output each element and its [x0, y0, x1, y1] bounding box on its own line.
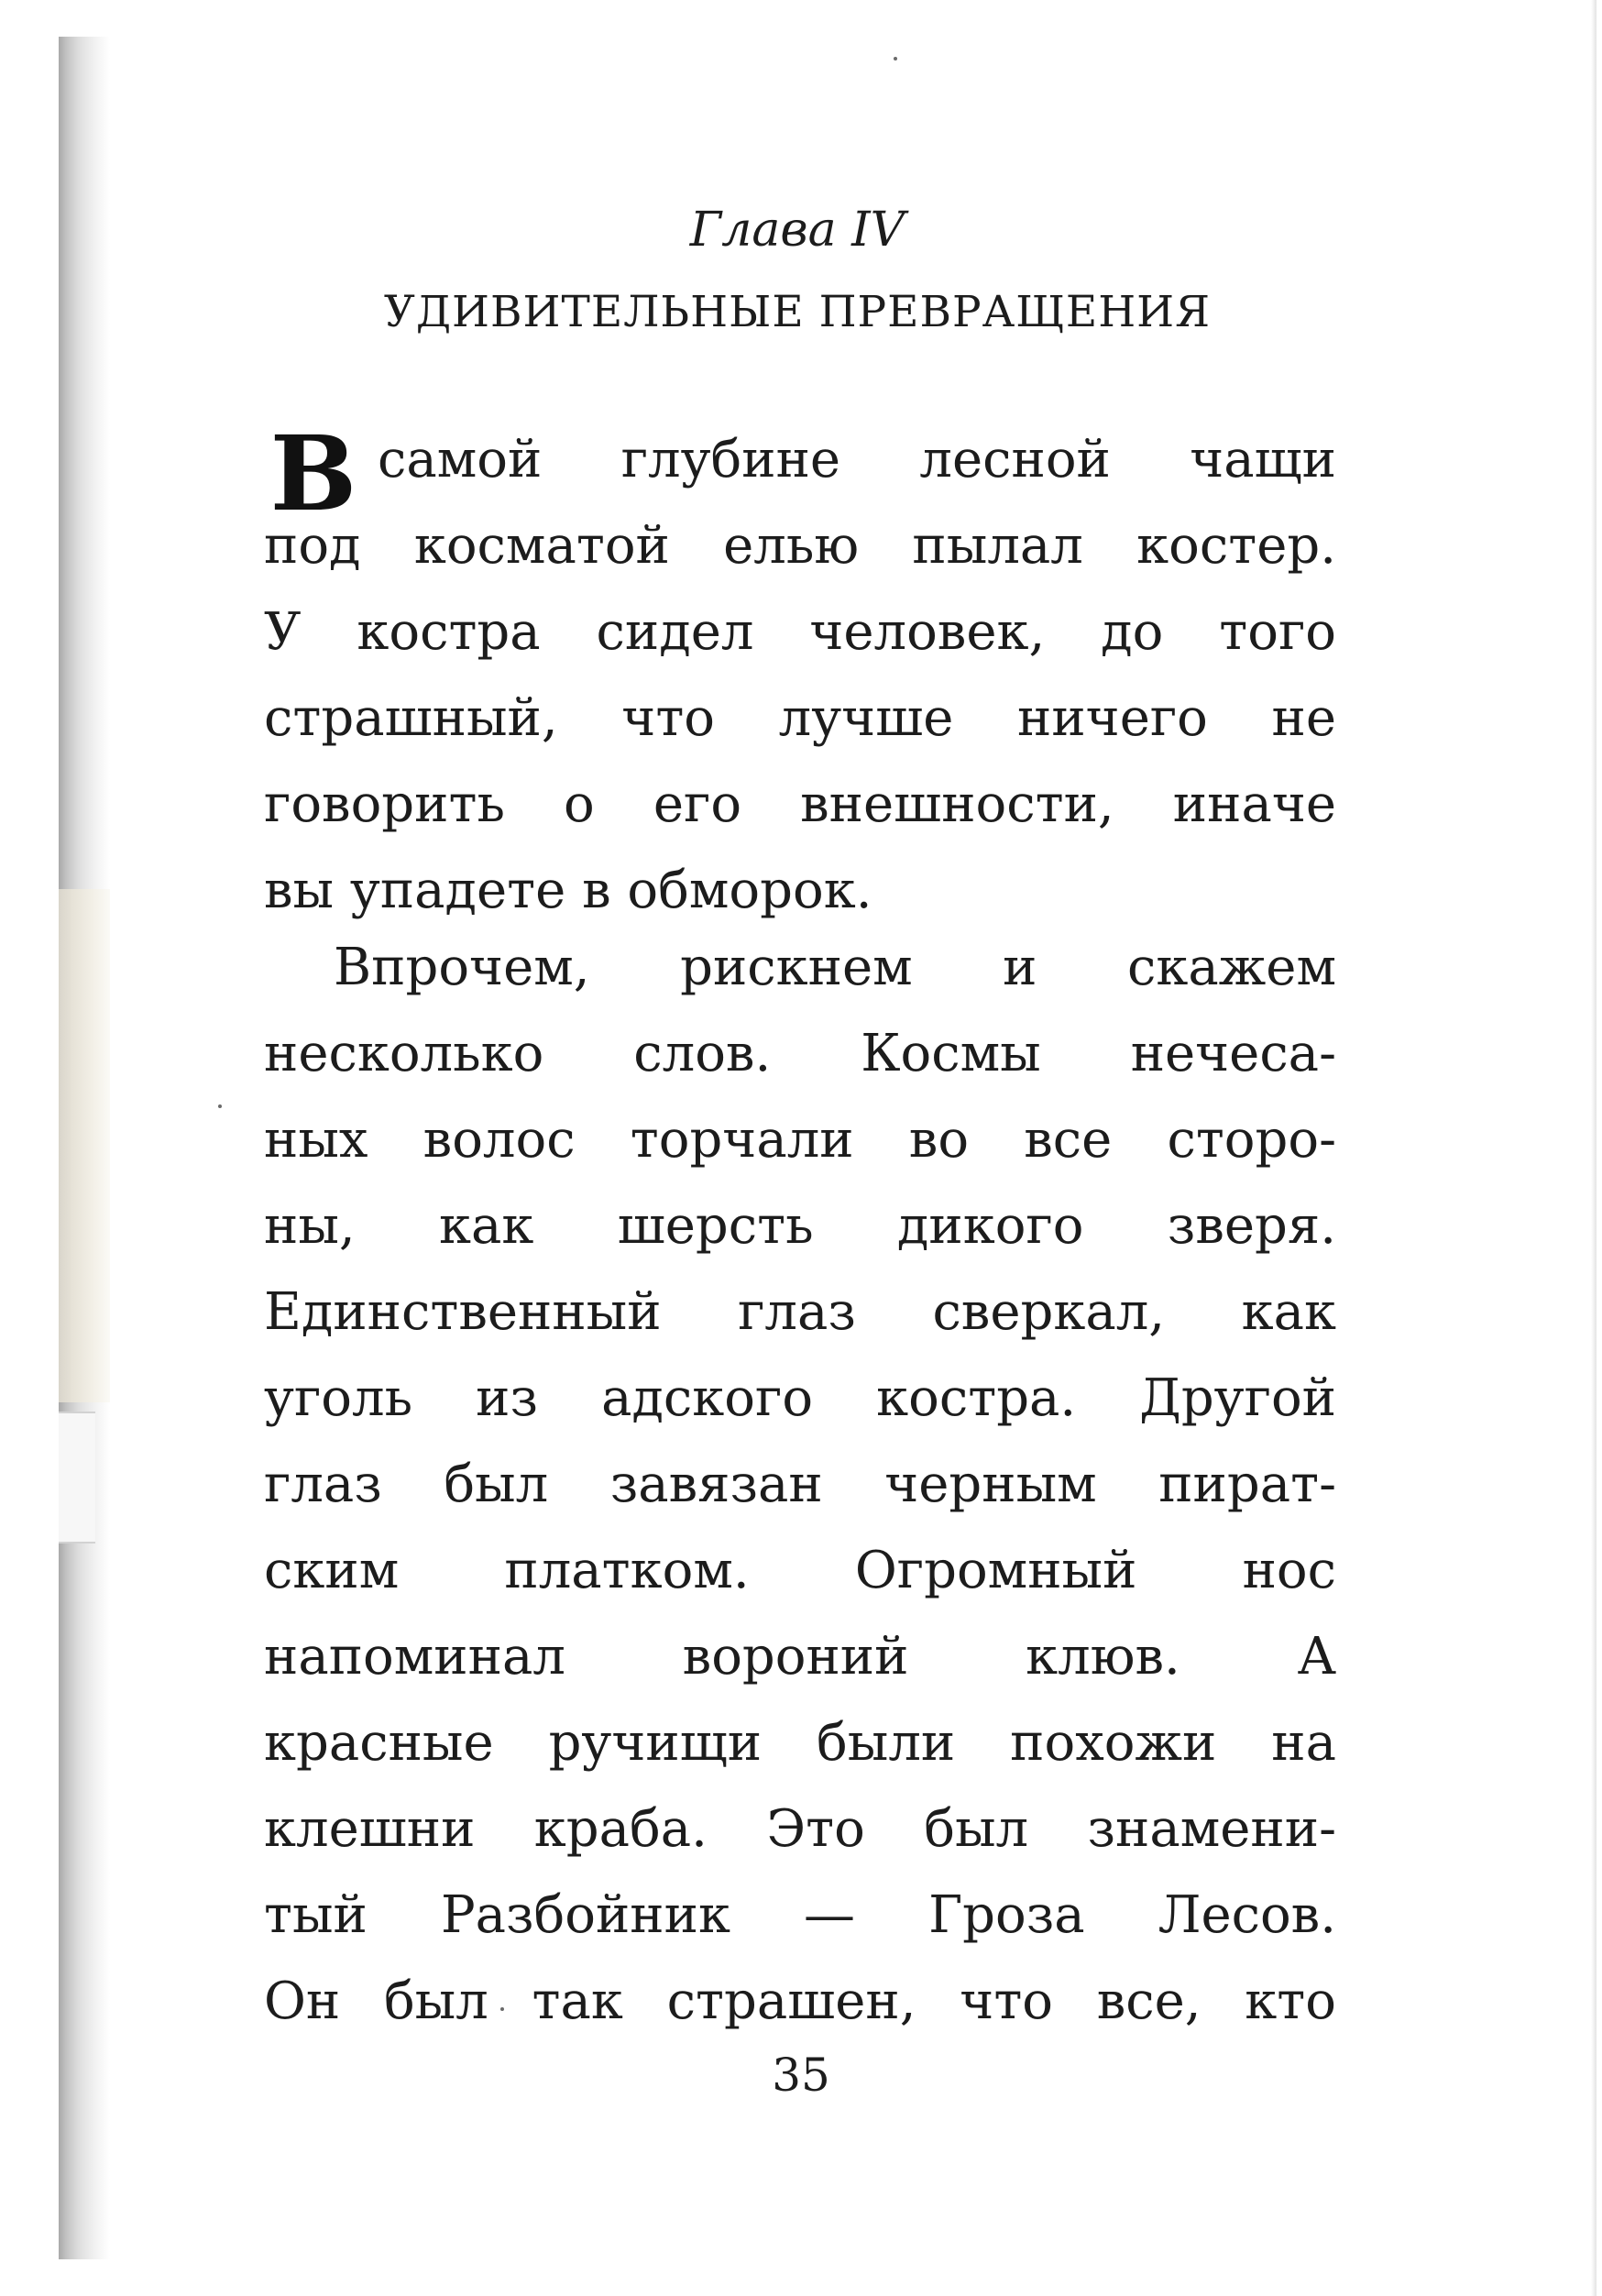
- text-line: ных волос торчали во все сторо-: [264, 1110, 1336, 1170]
- text-line: напоминал вороний клюв. А: [264, 1627, 1336, 1686]
- text-line: красные ручищи были похожи на: [264, 1713, 1336, 1773]
- text-line: страшный, что лучше ничего не: [264, 688, 1336, 748]
- text-line: Единственный глаз сверкал, как: [264, 1282, 1336, 1342]
- paragraph-2: [264, 925, 1336, 2045]
- chapter-title: УДИВИТЕЛЬНЫЕ ПРЕВРАЩЕНИЯ: [383, 287, 1212, 337]
- text-line: У костра сидел человек, до того: [264, 602, 1336, 662]
- text-line: самой глубине лесной чащи: [378, 430, 1336, 489]
- drop-cap: В: [269, 414, 357, 534]
- text-line: ны, как шерсть дикого зверя.: [264, 1196, 1336, 1256]
- text-line: Он был так страшен, что все, кто: [264, 1972, 1336, 2031]
- chapter-number: Глава IV: [689, 203, 905, 258]
- text-line: несколько слов. Космы нечеса-: [264, 1024, 1336, 1083]
- text-line: тый Разбойник — Гроза Лесов.: [264, 1885, 1336, 1945]
- book-binding-band: [59, 889, 110, 1402]
- text-line: Впрочем, рискнем и скажем: [334, 938, 1336, 997]
- paragraph-1: [264, 414, 1336, 934]
- page-edge: [1591, 0, 1597, 2296]
- scan-speck: [894, 57, 897, 60]
- text-line: под косматой елью пылал костер.: [264, 516, 1336, 576]
- text-line: вы упадете в обморок.: [264, 861, 872, 920]
- text-line: ским платком. Огромный нос: [264, 1541, 1336, 1600]
- text-line: глаз был завязан черным пират-: [264, 1455, 1336, 1514]
- text-line: говорить о его внешности, иначе: [264, 774, 1336, 834]
- text-line: уголь из адского костра. Другой: [264, 1368, 1336, 1428]
- scan-speck: [218, 1104, 222, 1108]
- page-number: 35: [772, 2049, 830, 2102]
- book-binding-notch: [59, 1412, 95, 1543]
- text-line: клешни краба. Это был знамени-: [264, 1799, 1336, 1859]
